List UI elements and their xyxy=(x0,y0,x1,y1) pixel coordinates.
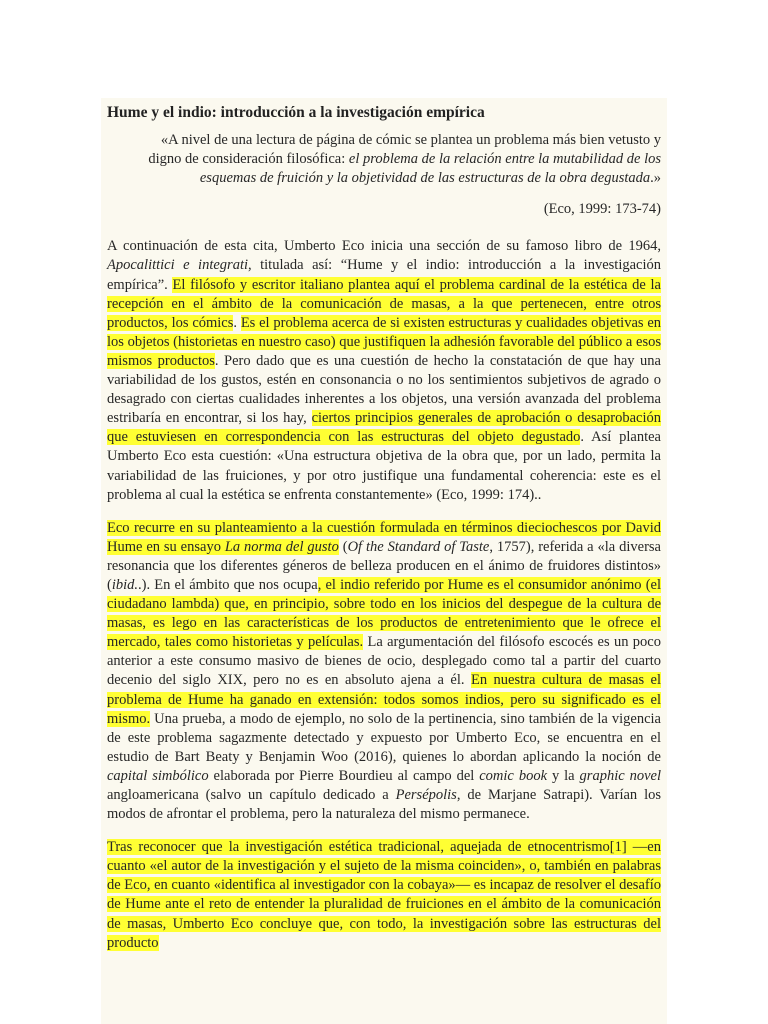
p2-italic-2: capital simbólico xyxy=(107,767,209,784)
p2-text-1b: , 1757), referida a «la diversa resonancia que los diferentes géneros de belleza producen en el ánimo de fruidores distintos» ( xyxy=(107,538,661,593)
paragraph-1 xyxy=(107,237,661,504)
p2-highlight-1: Eco recurre en su planteamiento a la cuestión formulada en términos dieciochescos por David Hume en su ensayo xyxy=(107,519,661,555)
p2-highlight-1-italic: La norma del gusto xyxy=(224,538,339,555)
quote-italic: el problema de la relación entre la mutabilidad de los esquemas de fruición y la objetividad de las estructuras de la obra degustada xyxy=(199,151,661,187)
p2-highlight-2: , el indio referido por Hume es el consumidor anónimo (el ciudadano lambda) que, en principio, sobre todo en los inicios del despegue de la cultura de masas, es lego en las características de los productos de entretenimiento que le ofrece el mercado, tales como historietas y películas. xyxy=(107,576,661,651)
quote-citation: (Eco, 1999: 173-74) xyxy=(543,201,661,218)
document-content xyxy=(107,101,661,953)
p2-italic-5: Persépolis xyxy=(395,787,457,803)
p2-text-1c: .). En el ámbito que nos ocupa xyxy=(138,576,318,593)
paragraph-3 xyxy=(107,838,661,953)
paragraph-2 xyxy=(107,519,661,825)
p1-book-title: Apocalittici e integrati xyxy=(107,257,248,274)
p2-italic-3: comic book xyxy=(479,767,547,784)
p2-ibid: ibid. xyxy=(111,576,139,593)
p2-text-3e: , de Marjane Satrapi). Varían los modos de afrontar el problema, pero la naturaleza del mismo permanece. xyxy=(107,787,661,823)
p2-text-3c: y la xyxy=(547,767,580,784)
p2-text-3d: angloamericana (salvo un capítulo dedicado a xyxy=(107,787,396,803)
p2-text-3: Una prueba, a modo de ejemplo, no solo de la pertinencia, sino también de la vigencia de este problema sagazmente detectado y expuesto por Umberto Eco, se encuentra en el estudio de Bart Beaty y Benjamin Woo (2016), quienes lo abordan aplicando la noción de xyxy=(107,710,661,765)
quote-plain: «A nivel de una lectura de página de cómic se plantea un problema más bien vetusto y digno de consideración filosófica: xyxy=(148,132,661,168)
p1-highlight-3: ciertos principios generales de aprobación o desaprobación que estuviesen en correspondencia con las estructuras del objeto degustado xyxy=(107,410,661,446)
p2-italic-4: graphic novel xyxy=(579,767,661,784)
epigraph-quote xyxy=(107,131,661,188)
p1-text-1: A continuación de esta cita, Umberto Eco inicia una sección de su famoso libro de 1964, xyxy=(107,238,661,255)
p1-highlight-1: El filósofo y escritor italiano plantea aquí el problema cardinal de la estética de la recepción en el ámbito de la comunicación de masas, a la que pertenecen, entre otros productos, los cómics xyxy=(107,276,661,331)
p1-text-4: . Así plantea Umberto Eco esta cuestión: «Una estructura objetiva de la obra que, por un lado, permita la variabilidad de las fruiciones, y por otro justifique una fundamental coherencia: este es el problema al cual la estética se enfrenta constantemente» (Eco, 1999: 174).. xyxy=(107,429,661,503)
p3-highlight-1: Tras reconocer que la investigación estética tradicional, aquejada de etnocentrismo[1] —en cuanto «el autor de la investigación y el sujeto de la misma coinciden», o, también en palabras de Eco, en cuanto «identifica al investigador con la cobaya»— es incapaz de resolver el desafío de Hume ante el reto de entender la pluralidad de fruiciones en el ámbito de la comunicación de masas, Umberto Eco concluye que, con todo, la investigación sobre las estructuras del producto xyxy=(107,839,661,951)
p2-text-2: La argumentación del filósofo escocés es un poco anterior a este consumo masivo de bienes de ocio, desplegado como tal a partir del cuarto decenio del siglo XIX, pero no es en absoluto ajena a él. xyxy=(107,634,661,689)
p1-text-2: . xyxy=(233,314,241,331)
section-title: Hume y el indio: introducción a la investigación empírica xyxy=(107,104,485,121)
p2-text-3b: elaborada por Pierre Bourdieu al campo del xyxy=(208,767,480,784)
p1-highlight-2: Es el problema acerca de si existen estructuras y cualidades objetivas en los objetos (historietas en nuestro caso) que justifiquen la adhesión favorable del público a esos mismos productos xyxy=(107,314,662,369)
p1-text-3: . Pero dado que es una cuestión de hecho la constatación de que hay una variabilidad de los gustos, estén en consonancia o no los sentimientos subjetivos de agrado o desagrado con ciertas cualidades inherentes a los objetos, una versión avanzada del problema estribaría en encontrar, si los hay, xyxy=(107,352,661,427)
p2-highlight-3: En nuestra cultura de masas el problema de Hume ha ganado en extensión: todos somos indios, pero su significado es el mismo. xyxy=(107,672,661,727)
p2-text-1: ( xyxy=(338,538,348,555)
p2-italic-1: Of the Standard of Taste xyxy=(347,538,490,555)
p1-text-1b: , titulada así: “Hume y el indio: introducción a la investigación empírica”. xyxy=(107,257,661,293)
quote-close: .» xyxy=(650,170,661,187)
